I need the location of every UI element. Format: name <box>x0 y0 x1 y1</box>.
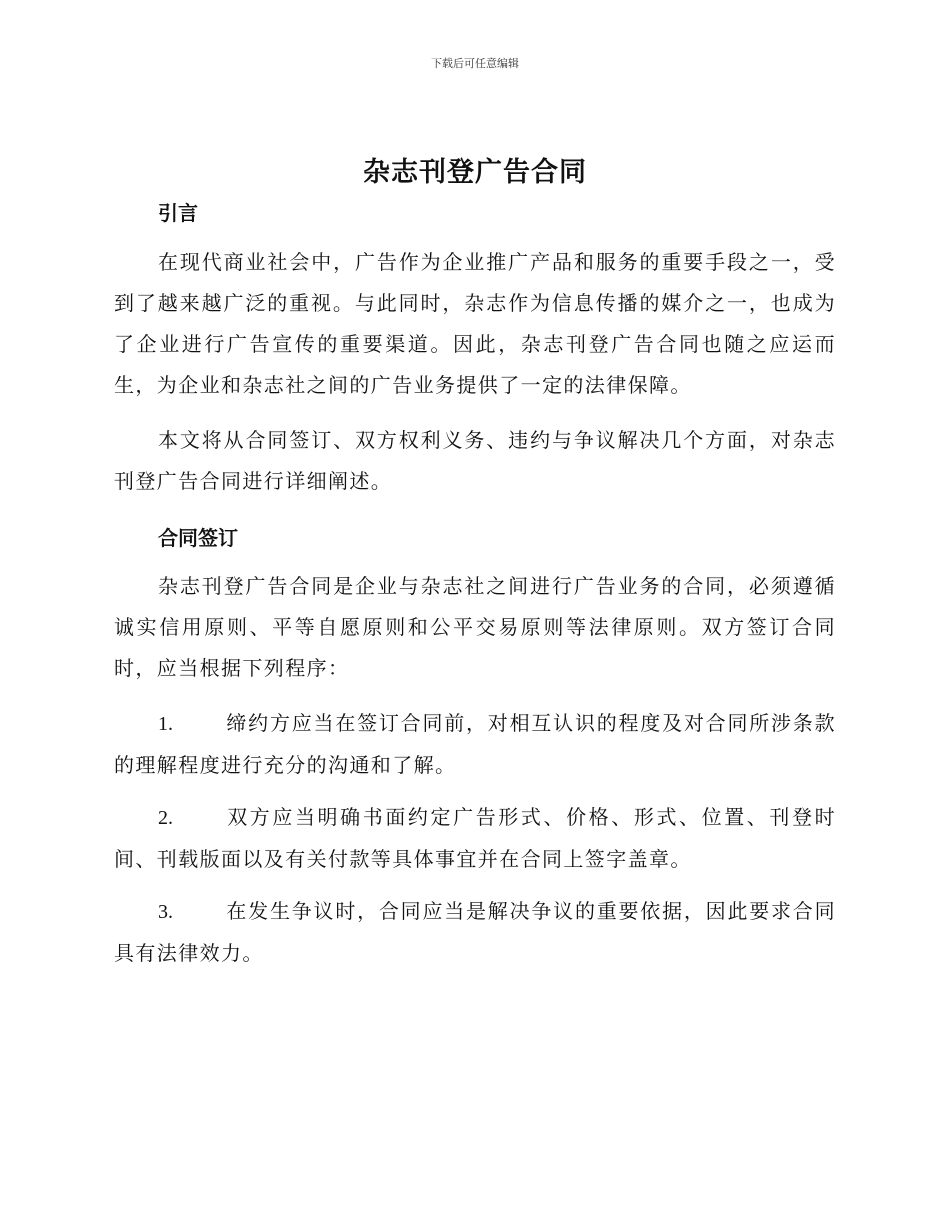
intro-paragraph-2: 本文将从合同签订、双方权利义务、违约与争议解决几个方面，对杂志刊登广告合同进行详细阐述。 <box>114 428 836 493</box>
list-item-text: 双方应当明确书面约定广告形式、价格、形式、位置、刊登时间、刊载版面以及有关付款等具体事宜并在合同上签字盖章。 <box>114 805 836 871</box>
list-item-text: 在发生争议时，合同应当是解决争议的重要依据，因此要求合同具有法律效力。 <box>114 899 836 965</box>
intro-paragraph-1: 在现代商业社会中，广告作为企业推广产品和服务的重要手段之一，受到了越来越广泛的重视。与此同时，杂志作为信息传播的媒介之一，也成为了企业进行广告宣传的重要渠道。因此，杂志刊登广告合同也随之应运而生，为企业和杂志社之间的广告业务提供了一定的法律保障。 <box>114 250 836 397</box>
list-item <box>114 891 836 974</box>
list-item-number: 3. <box>158 901 173 923</box>
list-item <box>114 703 836 786</box>
signing-paragraph-1: 杂志刊登广告合同是企业与杂志社之间进行广告业务的合同，必须遵循诚实信用原则、平等自愿原则和公平交易原则等法律原则。双方签订合同时，应当根据下列程序： <box>114 574 836 680</box>
header-note: 下载后可任意编辑 <box>431 57 519 70</box>
list-item-text: 缔约方应当在签订合同前，对相互认识的程度及对合同所涉条款的理解程度进行充分的沟通和了解。 <box>114 711 836 777</box>
list-item-number: 1. <box>158 713 173 735</box>
document-title: 杂志刊登广告合同 <box>363 157 587 188</box>
section-heading-intro: 引言 <box>158 201 198 225</box>
list-item-number: 2. <box>158 807 173 829</box>
list-item <box>114 797 836 880</box>
section-heading-signing: 合同签订 <box>158 526 238 550</box>
